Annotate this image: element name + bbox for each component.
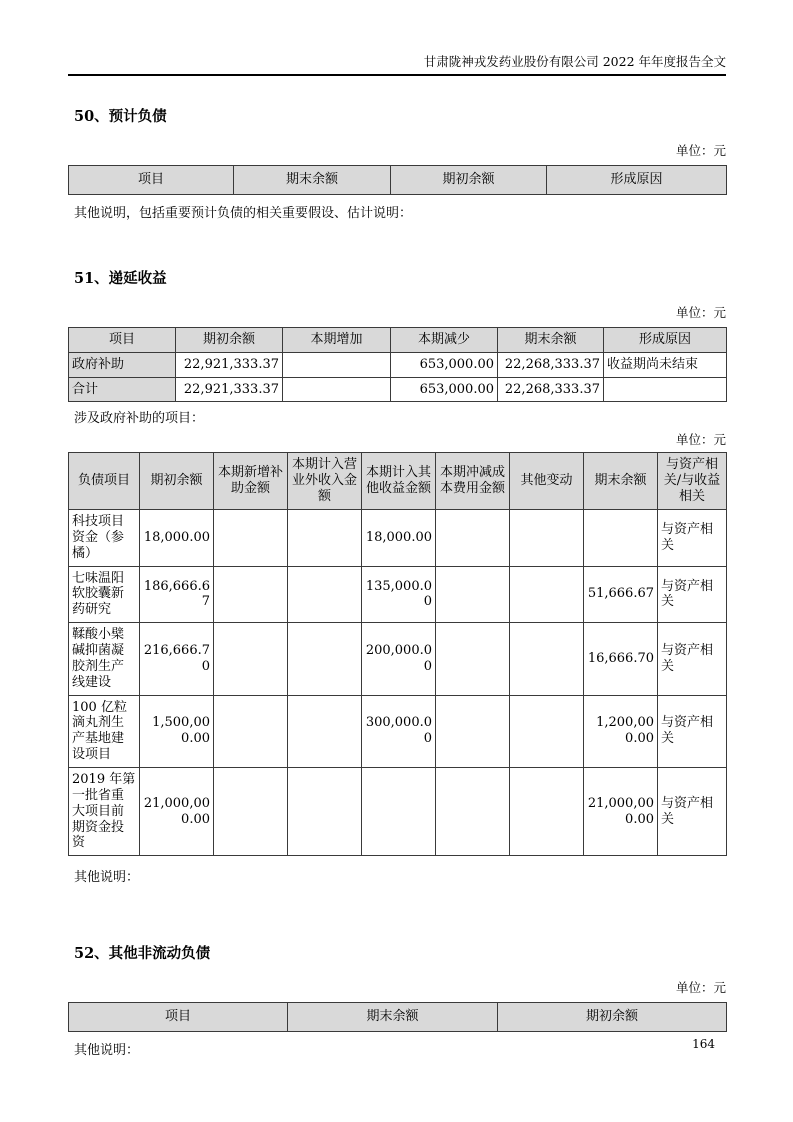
col-opening-balance: 期初余额 xyxy=(391,166,547,195)
table-header-row xyxy=(69,166,727,195)
cell-decrease: 653,000.00 xyxy=(391,377,498,402)
running-head: 甘肃陇神戎发药业股份有限公司 2022 年年度报告全文 xyxy=(68,0,726,76)
cell-item: 100 亿粒滴丸剂生产基地建设项目 xyxy=(69,695,140,767)
col-closing-balance: 期末余额 xyxy=(234,166,391,195)
section-50-note: 其他说明，包括重要预计负债的相关重要假设、估计说明： xyxy=(74,205,413,221)
cell-item: 2019 年第一批省重大项目前期资金投资 xyxy=(69,768,140,856)
cell-opening: 18,000.00 xyxy=(140,510,214,567)
cell-closing xyxy=(584,510,658,567)
cell-nonoperating xyxy=(288,566,362,623)
cell-closing: 22,268,333.37 xyxy=(498,352,604,377)
col-item: 项目 xyxy=(69,327,176,352)
col-asset-or-income-related: 与资产相关/与收益相关 xyxy=(658,453,727,510)
col-closing-balance: 期末余额 xyxy=(288,1003,498,1032)
cell-increase xyxy=(283,377,391,402)
col-other-income-amount: 本期计入其他收益金额 xyxy=(362,453,436,510)
col-new-subsidy-amount: 本期新增补助金额 xyxy=(214,453,288,510)
col-current-decrease: 本期减少 xyxy=(391,327,498,352)
cell-increase xyxy=(283,352,391,377)
table-header-row xyxy=(69,453,727,510)
cell-closing: 16,666.70 xyxy=(584,623,658,695)
cell-closing: 1,200,000.00 xyxy=(584,695,658,767)
unit-label: 单位：元 xyxy=(675,143,726,158)
cell-new-subsidy xyxy=(214,510,288,567)
cell-new-subsidy xyxy=(214,695,288,767)
cell-other-changes xyxy=(510,695,584,767)
cell-relation: 与资产相关 xyxy=(658,566,727,623)
col-formation-reason: 形成原因 xyxy=(547,166,727,195)
cell-closing: 22,268,333.37 xyxy=(498,377,604,402)
cell-opening: 186,666.67 xyxy=(140,566,214,623)
col-closing-balance: 期末余额 xyxy=(584,453,658,510)
col-cost-offset-amount: 本期冲减成本费用金额 xyxy=(436,453,510,510)
cell-cost-offset xyxy=(436,623,510,695)
gov-subsidy-caption: 涉及政府补助的项目： xyxy=(74,411,205,427)
cell-cost-offset xyxy=(436,768,510,856)
cell-opening: 22,921,333.37 xyxy=(176,352,283,377)
table-row-berberine-gel-line xyxy=(69,623,727,695)
cell-other-income xyxy=(362,768,436,856)
col-current-increase: 本期增加 xyxy=(283,327,391,352)
cell-new-subsidy xyxy=(214,566,288,623)
page-content xyxy=(68,0,726,1058)
cell-other-changes xyxy=(510,566,584,623)
section-50-title: 50、预计负债 xyxy=(74,108,167,125)
cell-other-income: 300,000.00 xyxy=(362,695,436,767)
cell-relation: 与资产相关 xyxy=(658,695,727,767)
col-item: 项目 xyxy=(69,1003,288,1032)
table-row-total xyxy=(69,377,727,402)
cell-reason: 收益期尚未结束 xyxy=(604,352,727,377)
unit-label: 单位：元 xyxy=(675,432,726,448)
table-row-tech-project-fund xyxy=(69,510,727,567)
cell-item: 科技项目资金（参橘） xyxy=(69,510,140,567)
cell-other-changes xyxy=(510,623,584,695)
col-opening-balance: 期初余额 xyxy=(140,453,214,510)
cell-new-subsidy xyxy=(214,623,288,695)
cell-other-income: 200,000.00 xyxy=(362,623,436,695)
cell-opening: 21,000,000.00 xyxy=(140,768,214,856)
section-52-note: 其他说明： xyxy=(74,1043,140,1059)
cell-reason xyxy=(604,377,727,402)
cell-decrease: 653,000.00 xyxy=(391,352,498,377)
col-item: 项目 xyxy=(69,166,234,195)
government-subsidy-detail-table xyxy=(68,452,727,856)
table-row-dripping-pill-base xyxy=(69,695,727,767)
cell-opening: 1,500,000.00 xyxy=(140,695,214,767)
cell-cost-offset xyxy=(436,510,510,567)
col-opening-balance: 期初余额 xyxy=(498,1003,727,1032)
unit-label: 单位：元 xyxy=(675,304,726,320)
table-header-row xyxy=(69,1003,727,1032)
cell-item: 合计 xyxy=(69,377,176,402)
cell-cost-offset xyxy=(436,695,510,767)
unit-label: 单位：元 xyxy=(675,980,726,996)
cell-nonoperating xyxy=(288,623,362,695)
cell-nonoperating xyxy=(288,695,362,767)
cell-nonoperating xyxy=(288,510,362,567)
cell-other-changes xyxy=(510,510,584,567)
cell-other-income: 135,000.00 xyxy=(362,566,436,623)
table-row-government-subsidy xyxy=(69,352,727,377)
cell-item: 鞣酸小檗碱抑菌凝胶剂生产线建设 xyxy=(69,623,140,695)
page-number: 164 xyxy=(692,1037,715,1051)
section-52-title: 52、其他非流动负债 xyxy=(74,945,211,963)
cell-relation: 与资产相关 xyxy=(658,510,727,567)
table-row-qiwei-wenyang xyxy=(69,566,727,623)
col-nonoperating-income-amount: 本期计入营业外收入金额 xyxy=(288,453,362,510)
cell-item: 政府补助 xyxy=(69,352,176,377)
table-header-row xyxy=(69,327,727,352)
cell-item: 七味温阳软胶囊新药研究 xyxy=(69,566,140,623)
col-formation-reason: 形成原因 xyxy=(604,327,727,352)
cell-other-income: 18,000.00 xyxy=(362,510,436,567)
col-closing-balance: 期末余额 xyxy=(498,327,604,352)
estimated-liabilities-table xyxy=(68,165,727,195)
col-other-changes: 其他变动 xyxy=(510,453,584,510)
section-51-title: 51、递延收益 xyxy=(74,269,167,287)
table-row-2019-provincial-project xyxy=(69,768,727,856)
cell-closing: 51,666.67 xyxy=(584,566,658,623)
cell-nonoperating xyxy=(288,768,362,856)
col-liability-item: 负债项目 xyxy=(69,453,140,510)
cell-opening: 22,921,333.37 xyxy=(176,377,283,402)
cell-cost-offset xyxy=(436,566,510,623)
cell-relation: 与资产相关 xyxy=(658,623,727,695)
deferred-income-summary-table xyxy=(68,327,727,403)
col-opening-balance: 期初余额 xyxy=(176,327,283,352)
cell-relation: 与资产相关 xyxy=(658,768,727,856)
cell-closing: 21,000,000.00 xyxy=(584,768,658,856)
cell-other-changes xyxy=(510,768,584,856)
cell-opening: 216,666.70 xyxy=(140,623,214,695)
cell-new-subsidy xyxy=(214,768,288,856)
other-noncurrent-liabilities-table xyxy=(68,1002,727,1032)
section-51-note: 其他说明： xyxy=(74,870,140,886)
